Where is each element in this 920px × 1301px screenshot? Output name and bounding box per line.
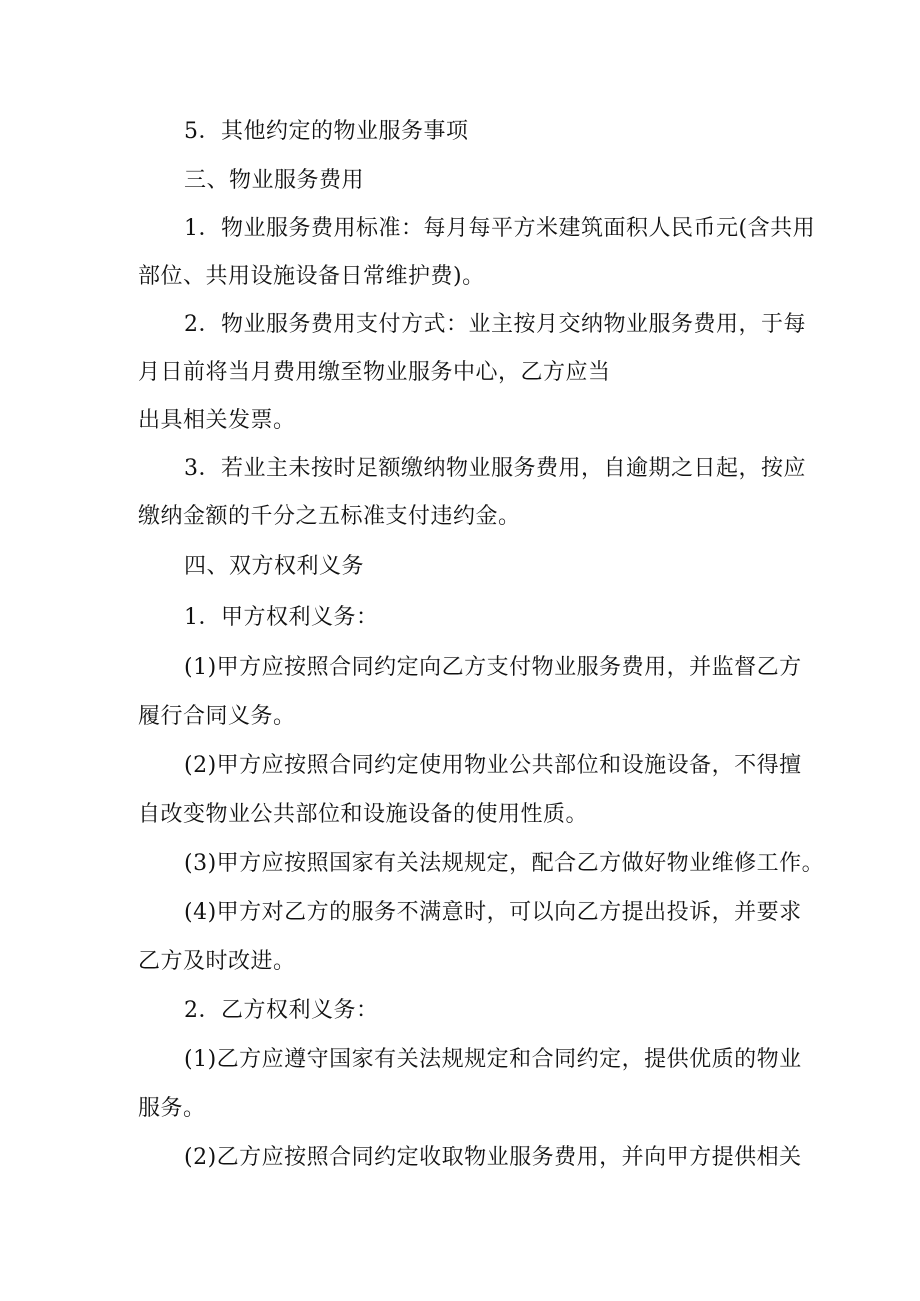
paragraph-payment-method-line3: 出具相关发票。	[138, 408, 296, 433]
paragraph-b1-line1: (1)乙方应遵守国家有关法规规定和合同约定，提供优质的物业	[184, 1047, 802, 1072]
subheading-party-a: 1．甲方权利义务：	[184, 605, 379, 630]
paragraph-a4-line1: (4)甲方对乙方的服务不满意时，可以向乙方提出投诉，并要求	[184, 900, 802, 925]
paragraph-a2-line2: 自改变物业公共部位和设施设备的使用性质。	[138, 802, 589, 827]
paragraph-fee-standard-line2: 部位、共用设施设备日常维护费)。	[138, 264, 485, 289]
section-heading-4-rights: 四、双方权利义务	[184, 554, 365, 579]
paragraph-a3: (3)甲方应按照国家有关法规规定，配合乙方做好物业维修工作。	[184, 851, 825, 876]
paragraph-a1-line1: (1)甲方应按照合同约定向乙方支付物业服务费用，并监督乙方	[184, 655, 802, 680]
subheading-party-b: 2．乙方权利义务：	[184, 998, 379, 1023]
paragraph-fee-standard-line1: 1．物业服务费用标准：每月每平方米建筑面积人民币元(含共用	[184, 216, 816, 241]
paragraph-a2-line1: (2)甲方应按照合同约定使用物业公共部位和设施设备，不得擅	[184, 753, 802, 778]
paragraph-a1-line2: 履行合同义务。	[138, 704, 296, 729]
paragraph-late-payment-line2: 缴纳金额的千分之五标准支付违约金。	[138, 504, 521, 529]
paragraph-a4-line2: 乙方及时改进。	[138, 949, 296, 974]
paragraph-payment-method-line2: 月日前将当月费用缴至物业服务中心，乙方应当	[138, 360, 611, 385]
paragraph-b1-line2: 服务。	[138, 1096, 206, 1121]
list-item-5-other-services: 5．其他约定的物业服务事项	[184, 119, 469, 144]
paragraph-payment-method-line1: 2．物业服务费用支付方式：业主按月交纳物业服务费用，于每	[184, 312, 806, 337]
section-heading-3-fees: 三、物业服务费用	[184, 168, 365, 193]
paragraph-late-payment-line1: 3．若业主未按时足额缴纳物业服务费用，自逾期之日起，按应	[184, 456, 806, 481]
paragraph-b2-line1: (2)乙方应按照合同约定收取物业服务费用，并向甲方提供相关	[184, 1145, 802, 1170]
